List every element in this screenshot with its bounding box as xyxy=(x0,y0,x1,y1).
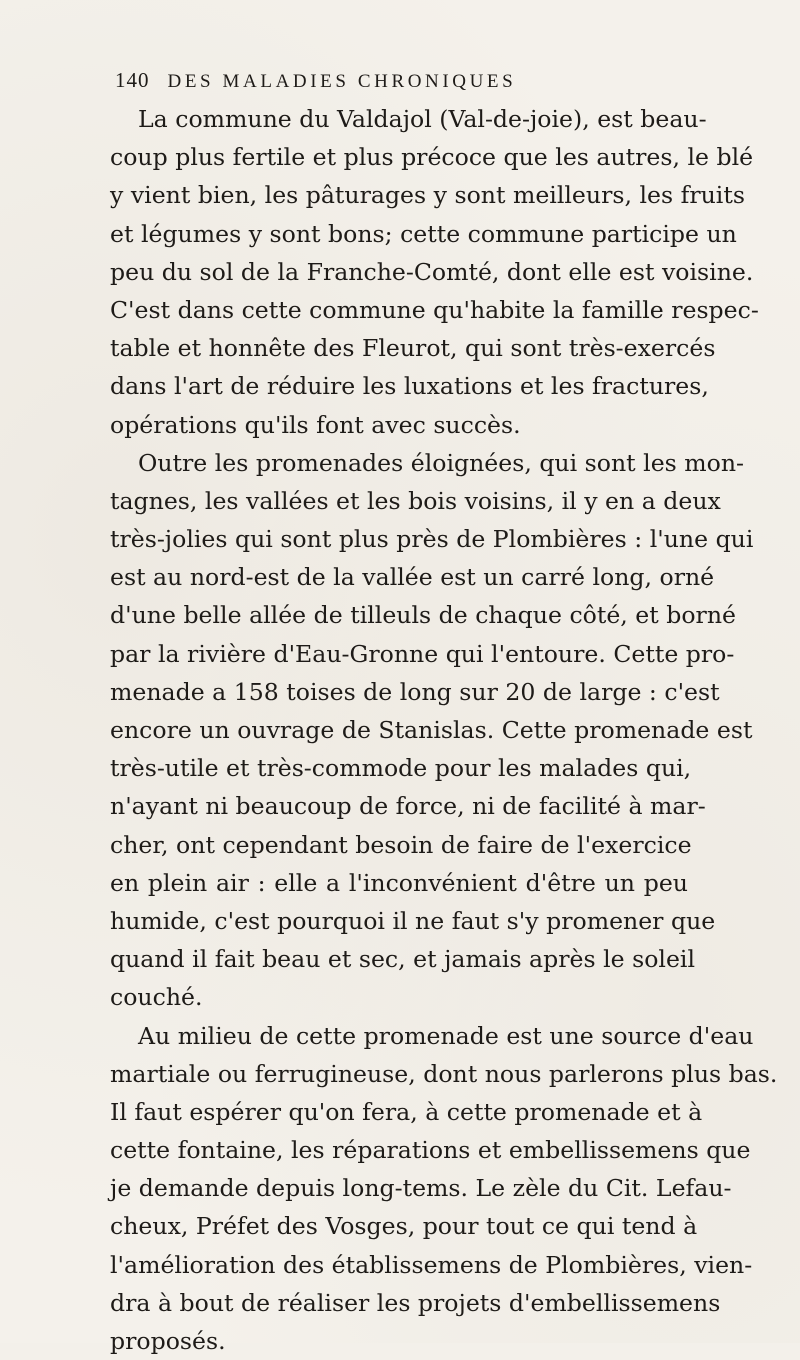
text-line: humide, c'est pourquoi il ne faut s'y promener que xyxy=(110,906,716,935)
text-line: martiale ou ferrugineuse, dont nous parlerons plus bas. xyxy=(110,1059,778,1088)
text-line: La commune du Valdajol (Val-de-joie), est beau- xyxy=(138,105,707,133)
text-line: encore un ouvrage de Stanislas. Cette promenade est xyxy=(110,716,753,744)
text-line: cheux, Préfet des Vosges, pour tout ce qui tend à xyxy=(110,1212,698,1241)
text-line: tagnes, les vallées et les bois voisins, il y en a deux xyxy=(110,486,721,515)
text-line: cette fontaine, les réparations et embellissemens que xyxy=(110,1136,751,1165)
text-line: par la rivière d'Eau-Gronne qui l'entoure. Cette pro- xyxy=(110,639,735,668)
text-line: est au nord-est de la vallée est un carré long, orné xyxy=(110,563,715,592)
text-line: très-jolies qui sont plus près de Plombières : l'une qui xyxy=(110,525,754,554)
text-line: d'une belle allée de tilleuls de chaque côté, et borné xyxy=(110,601,736,630)
text-line: je demande depuis long-tems. Le zèle du Cit. Lefau- xyxy=(110,1174,732,1203)
text-line: couché. xyxy=(110,983,203,1012)
body-text xyxy=(110,100,778,1360)
text-line: Il faut espérer qu'on fera, à cette promenade et à xyxy=(110,1097,703,1126)
text-line: et légumes y sont bons; cette commune participe un xyxy=(110,219,737,248)
page-number: 140 xyxy=(115,68,150,92)
text-line: quand il fait beau et sec, et jamais après le soleil xyxy=(110,945,695,974)
text-line: proposés. xyxy=(110,1327,226,1355)
text-line: C'est dans cette commune qu'habite la famille respec- xyxy=(110,295,759,324)
page-header xyxy=(115,68,675,98)
text-line: opérations qu'ils font avec succès. xyxy=(110,410,521,439)
text-line: dra à bout de réaliser les projets d'embellissemens xyxy=(110,1288,721,1317)
text-line: coup plus fertile et plus précoce que les autres, le blé xyxy=(110,143,754,172)
text-line: l'amélioration des établissemens de Plombières, vien- xyxy=(110,1250,753,1279)
text-line: Outre les promenades éloignées, qui sont les mon- xyxy=(138,448,745,477)
text-line: Au milieu de cette promenade est une source d'eau xyxy=(138,1021,754,1050)
text-line: table et honnête des Fleurot, qui sont très-exercés xyxy=(110,334,716,363)
text-line: menade a 158 toises de long sur 20 de large : c'est xyxy=(110,677,720,706)
text-line: très-utile et très-commode pour les malades qui, xyxy=(110,754,692,783)
text-line: en plein air : elle a l'inconvénient d'être un peu xyxy=(110,868,688,897)
text-line: n'ayant ni beaucoup de force, ni de facilité à mar- xyxy=(110,792,706,821)
text-line: dans l'art de réduire les luxations et les fractures, xyxy=(110,372,709,401)
text-line: peu du sol de la Franche-Comté, dont elle est voisine. xyxy=(110,257,754,286)
running-title: DES MALADIES CHRONIQUES xyxy=(167,71,517,92)
text-line: cher, ont cependant besoin de faire de l'exercice xyxy=(110,830,692,859)
text-line: y vient bien, les pâturages y sont meilleurs, les fruits xyxy=(110,181,745,210)
